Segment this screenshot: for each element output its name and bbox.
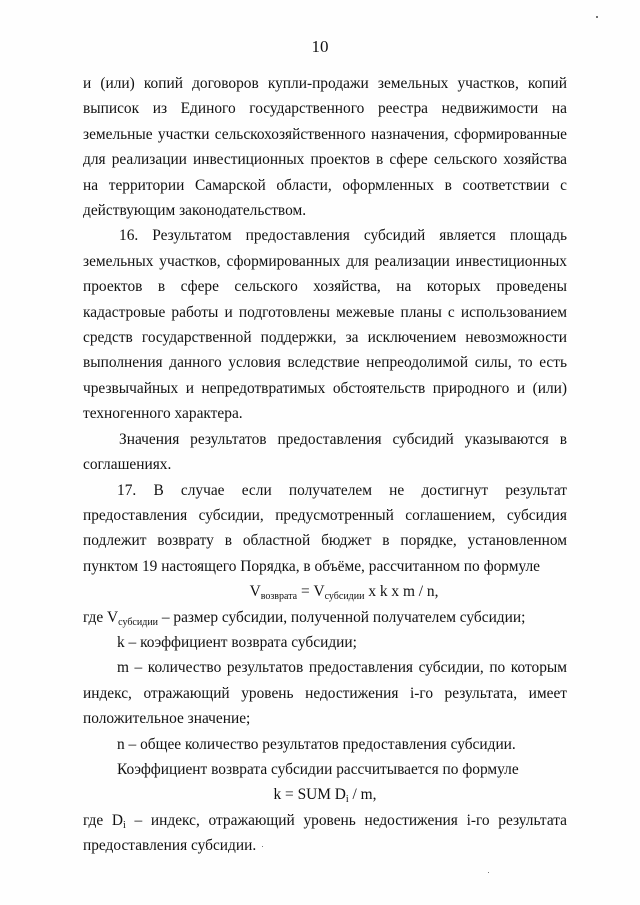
definition-v-pre: где V [83,608,119,626]
paragraph-results-values: Значения результатов предоставления субсидий указываются в соглашениях. [83,430,567,474]
definition-d-sub: i [123,819,126,831]
paragraph-coefficient: Коэффициент возврата субсидии рассчитывается по формуле [117,760,519,778]
definition-d-pre: где D [83,811,124,829]
formula-refund-sub-subsidy: субсидии [324,591,365,603]
document-body [83,71,567,859]
scan-speck [262,846,263,847]
page-number: 10 [311,37,329,56]
formula-coefficient-pre: k = SUM D [273,786,346,804]
scan-speck [596,16,598,18]
formula-refund-rest: x k x m / n, [364,583,439,601]
definition-n: n – общее количество результатов предоставления субсидии. [117,735,516,753]
formula-refund-v: V [249,583,261,601]
formula-refund-eq: = V [297,583,325,601]
definition-k: k – коэффициент возврата субсидии; [117,633,357,651]
definition-d-post: – индекс, отражающий уровень недостижения i-го результата предоставления субсидии. [83,811,567,855]
formula-coefficient [83,782,567,807]
scan-speck [488,872,489,873]
paragraph-continuation: и (или) копий договоров купли-продажи земельных участков, копий выписок из Единого государственного реестра недвижимости на земельные участки сельскохозяйственного назначения, сформированные для реализации инвестиционных проектов в сфере сельского хозяйства на территории Самарской области, оформленных в соответствии с действующим законодательством. [83,75,567,220]
definition-v-sub: субсидии [118,616,159,628]
definition-d [83,808,567,859]
definition-v-subsidy [83,605,567,630]
paragraph-17: 17. В случае если получателем не достигнут результат предоставления субсидии, предусмотренный соглашением, субсидия подлежит возврату в областной бюджет в порядке, установленном пунктом 19 настоящего Порядка, в объёме, рассчитанном по формуле [83,481,567,575]
definition-m: m – количество результатов предоставления субсидии, по которым индекс, отражающий уровень недостижения i-го результата, имеет положительное значение; [83,659,567,728]
formula-coefficient-sub: i [345,794,349,806]
formula-refund [83,579,567,604]
formula-coefficient-post: / m, [348,786,377,804]
formula-refund-sub-return: возврата [260,591,298,603]
definition-v-post: – размер субсидии, полученной получателем субсидии; [158,608,526,626]
paragraph-16: 16. Результатом предоставления субсидий является площадь земельных участков, сформированных для реализации инвестиционных проектов в сфере сельского хозяйства, на которых проведены кадастровые работы и подготовлены межевые планы с использованием средств государственной поддержки, за исключением невозможности выполнения данного условия вследствие непреодолимой силы, то есть чрезвычайных и непредотвратимых обстоятельств природного и (или) техногенного характера. [83,227,567,423]
